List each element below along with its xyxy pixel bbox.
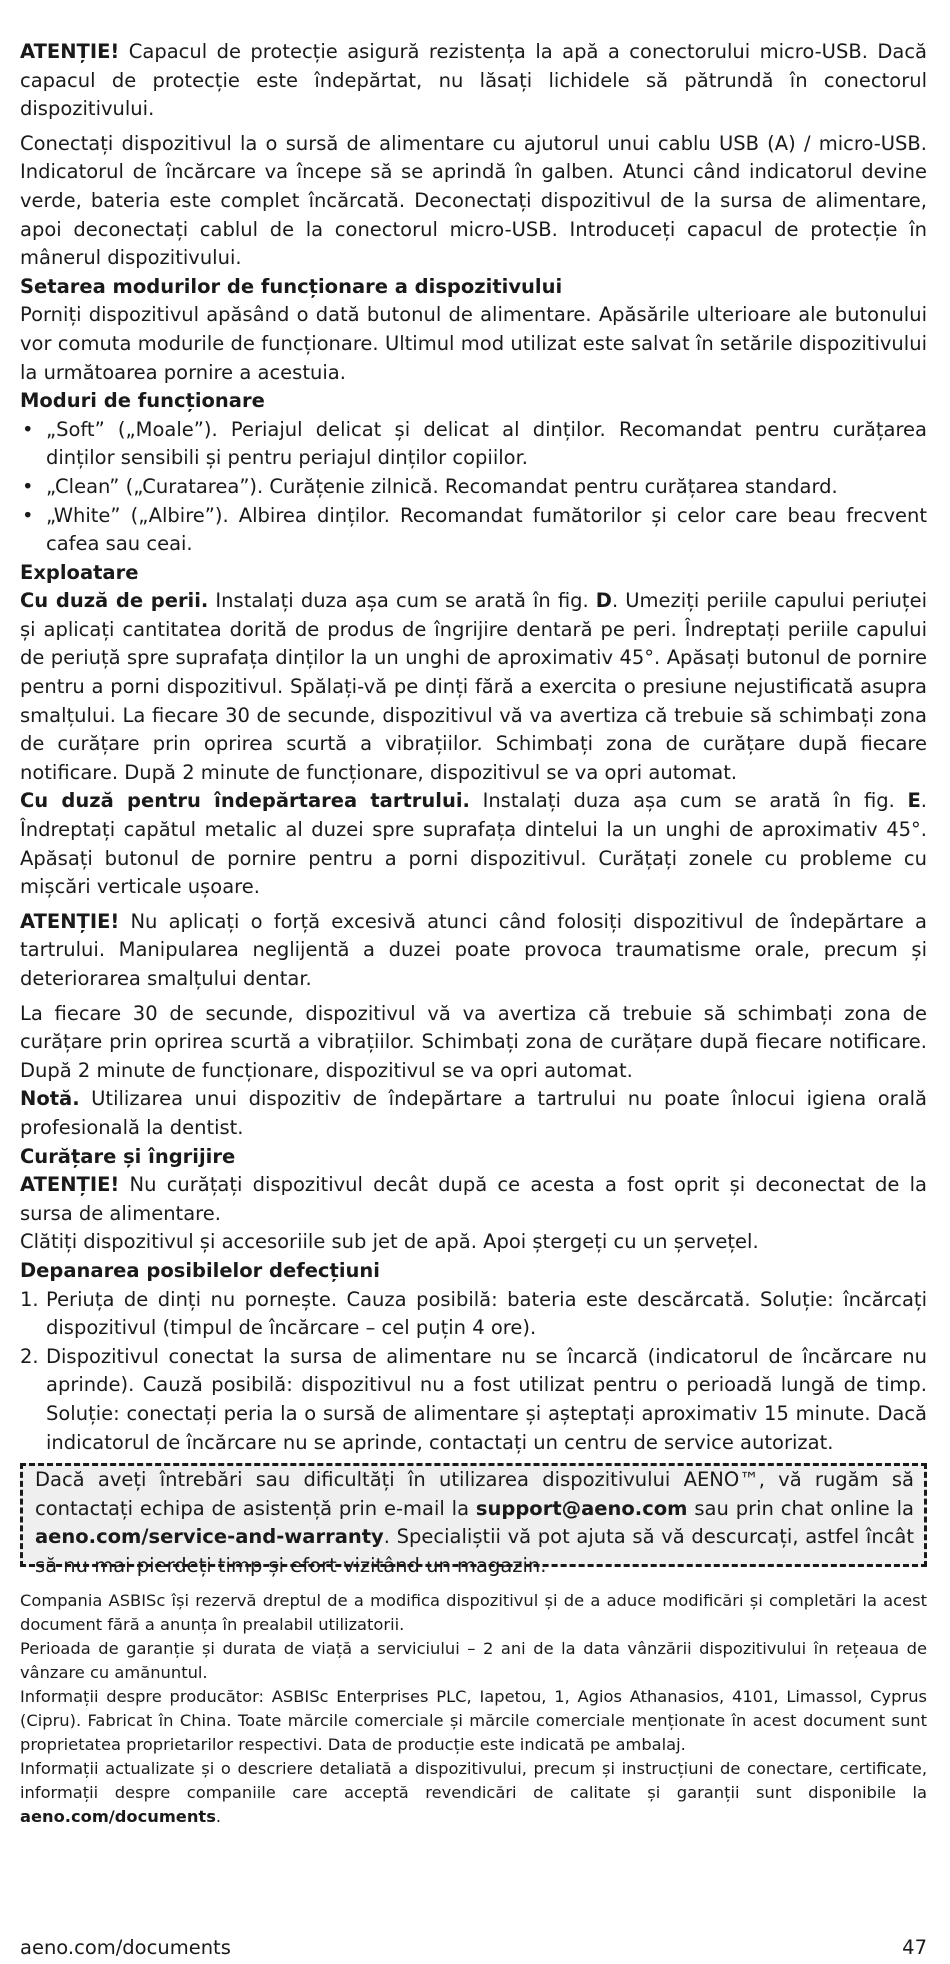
tartar-head-paragraph (20, 787, 927, 901)
note-text: Utilizarea unui dispozitiv de îndepărtare a tartrului nu poate înlocui igiena orală profesională la dentist. (20, 1087, 927, 1139)
support-box (20, 1463, 927, 1577)
documents-info-text: Informații actualizate și o descriere detaliată a dispozitivului, precum și instrucțiuni de conectare, certificate, informații despre companiile care acceptă revendicări de calitate și garanții sunt disponibile la (20, 1759, 927, 1803)
warning-label: ATENȚIE! (20, 40, 120, 63)
troubleshooting-list (20, 1286, 927, 1458)
support-email-link[interactable]: support@aeno.com (475, 1496, 688, 1520)
support-text (35, 1466, 914, 1580)
cleaning-warning (20, 1171, 927, 1228)
warning-text: Capacul de protecție asigură rezistența la apă a conectorului micro-USB. Dacă capacul de protecție este îndepărtat, nu lăsați lichidele să pătrundă în conectorul dispozitivului. (20, 40, 927, 121)
cleaning-heading: Curățare și îngrijire (20, 1144, 236, 1168)
tartar-text: Instalați duza așa cum se arată în fig. (469, 789, 908, 813)
modes-setting-heading: Setarea modurilor de funcționare a dispozitivului (20, 274, 563, 298)
list-item (20, 1343, 927, 1457)
warning-label: ATENȚIE! (20, 1173, 120, 1197)
warranty-text: Perioada de garanție și durata de viață a serviciului – 2 ani de la data vânzării dispozitivului în rețeaua de vânzare cu amănuntul. (20, 1639, 927, 1683)
list-item: • „White” („Albire”). Albirea dinților. Recomandat fumătorilor și celor care beau frecvent cafea sau ceai. (20, 502, 927, 559)
note-label: Notă. (20, 1087, 80, 1111)
operation-heading: Exploatare (20, 560, 139, 584)
rights-text: Compania ASBISc își rezervă dreptul de a modifica dispozitivul și de a aduce modificări și completări la acest document fără a anunța în prealabil utilizatorii. (20, 1591, 927, 1635)
documents-info-end: . (215, 1807, 222, 1827)
brush-text: Instalați duza așa cum se arată în fig. (208, 589, 596, 613)
brush-head-paragraph (20, 587, 927, 787)
brush-text-cont: . Umeziți periile capului periuței și aplicați cantitatea dorită de produs de îngrijire dentară pe peri. Îndreptați periile capului de periuță spre suprafața dinților la un unghi de aproximativ 45°. Apăsați butonul de pornire pentru a porni dispozitivul. Spălați-vă pe dinți fără a exercita o presiune nejustificată asupra smalțului. La fiecare 30 de secunde, dispozitivul vă va avertiza că trebuie să schimbați zona de curățare prin oprirea scurtă a vibrațiilor. Schimbați zona de curățare după fiecare notificare. După 2 minute de funcționare, dispozitivul se va opri automat. (20, 589, 927, 784)
cleaning-text: Clătiți dispozitivul și accesoriile sub jet de apă. Apoi ștergeți cu un șervețel. (20, 1230, 759, 1254)
note-paragraph (20, 1085, 927, 1142)
support-text-a: Dacă aveți întrebări sau dificultăți în utilizarea dispozitivului AENO™, vă rugăm să contactați echipa de asistență prin e-mail la (35, 1468, 914, 1520)
tartar-head-label: Cu duză pentru îndepărtarea tartrului. (20, 789, 470, 813)
list-number: 2. (20, 1344, 39, 1368)
list-item: • „Soft” („Moale”). Periajul delicat și delicat al dinților. Recomandat pentru curățarea dinților sensibili și pentru periajul dinților copiilor. (20, 416, 927, 473)
documents-link[interactable]: aeno.com/documents (20, 1807, 216, 1827)
charging-paragraph: Conectați dispozitivul la o sursă de alimentare cu ajutorul unui cablu USB (A) / micro-USB. Indicatorul de încărcare va începe să se aprindă în galben. Atunci când indicatorul devine verde, bateria este complet încărcată. Deconectați dispozitivul de la sursa de alimentare, apoi deconectați cablul de la conectorul micro-USB. Introduceți capacul de protecție în mânerul dispozitivului. (20, 131, 927, 270)
figure-ref-e: E (907, 789, 921, 813)
modes-setting-text: Porniți dispozitivul apăsând o dată butonul de alimentare. Apăsările ulterioare ale butonului vor comuta modurile de funcționare. Ultimul mod utilizat este salvat în setările dispozitivului la următoarea pornire a acestuia. (20, 303, 927, 384)
list-item-text: Periuța de dinți nu pornește. Cauza posibilă: bateria este descărcată. Soluție: încărcați dispozitivul (timpul de încărcare – cel puțin 4 ore). (46, 1287, 927, 1340)
page-number: 47 (902, 1936, 927, 1959)
service-warranty-link[interactable]: aeno.com/service-and-warranty (35, 1525, 384, 1549)
list-item (20, 1286, 927, 1343)
legal-footer (20, 1589, 927, 1829)
list-item: • „Clean” („Curatarea”). Curățenie zilnică. Recomandat pentru curățarea standard. (20, 473, 927, 502)
tartar-text-cont: . Îndreptați capătul metalic al duzei spre suprafața dintelui la un unghi de aproximativ 45°. Apăsați butonul de pornire pentru a porni dispozitivul. Curățați zonele cu probleme cu mișcări verticale ușoare. (20, 789, 927, 899)
support-text-c: . Specialiștii vă pot ajuta să vă descurcați, astfel încât să nu mai pierdeți timp și efort vizitând un magazin. (35, 1525, 914, 1577)
list-number: 1. (20, 1287, 39, 1311)
manufacturer-text: Informații despre producător: ASBISc Enterprises PLC, Iapetou, 1, Agios Athanasios, 4101, Limassol, Cyprus (Cipru). Fabricat în China. Toate mărcile comerciale și mărcile comerciale menționate în acest document sunt proprietatea proprietarilor respectivi. Data de producție este indicată pe ambalaj. (20, 1687, 927, 1755)
modes-list (20, 416, 927, 559)
list-item-text: Dispozitivul conectat la sursa de alimentare nu se încarcă (indicatorul de încărcare nu aprinde). Cauză posibilă: dispozitivul nu a fost utilizat pentru o perioadă lungă de timp. Soluție: conectați peria la o sursă de alimentare și așteptați aproximativ 15 minute. Dacă indicatorul de încărcare nu se aprinde, contactați un centru de service autorizat. (46, 1344, 927, 1454)
manual-page (20, 38, 927, 1829)
documents-info (20, 1757, 927, 1829)
troubleshooting-heading: Depanarea posibilelor defecțiuni (20, 1258, 380, 1282)
footer-url[interactable]: aeno.com/documents (20, 1936, 231, 1959)
page-footer (20, 1935, 927, 1961)
warning-label: ATENȚIE! (20, 909, 120, 933)
brush-head-label: Cu duză de perii. (20, 589, 209, 613)
warning-force (20, 908, 927, 994)
warning-moisture (20, 38, 927, 124)
modes-heading: Moduri de funcționare (20, 389, 265, 413)
interval-paragraph: La fiecare 30 de secunde, dispozitivul vă va avertiza că trebuie să schimbați zona de curățare prin oprirea scurtă a vibrațiilor. Schimbați zona de curățare după fiecare notificare. După 2 minute de funcționare, dispozitivul se va opri automat. (20, 1001, 927, 1082)
figure-ref-d: D (595, 589, 612, 613)
support-text-b: sau prin chat online la (687, 1496, 915, 1520)
warning-text: Nu curățați dispozitivul decât după ce acesta a fost oprit și deconectat de la sursa de alimentare. (20, 1173, 927, 1225)
warning-text: Nu aplicați o forță excesivă atunci când folosiți dispozitivul de îndepărtare a tartrului. Manipularea neglijentă a duzei poate provoca traumatisme orale, precum și deteriorarea smalțului dentar. (20, 909, 927, 990)
